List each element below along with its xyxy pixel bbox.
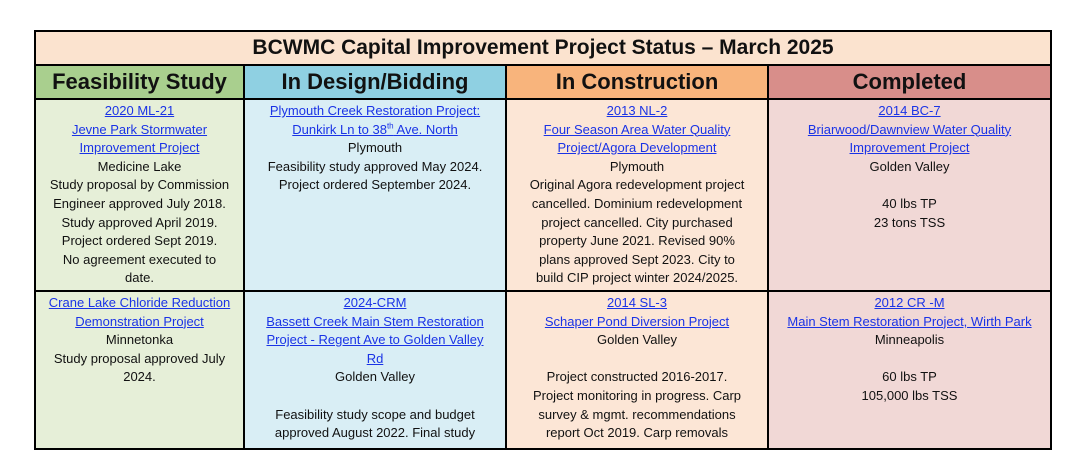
phosphorus-reduction: 60 lbs TP: [882, 369, 937, 385]
spacer: [245, 387, 505, 406]
status-text: survey & mgmt. recommendations: [538, 406, 736, 422]
sediment-reduction: 23 tons TSS: [873, 214, 946, 230]
project-city: Golden Valley: [335, 369, 415, 385]
spacer: [769, 176, 1050, 195]
completed-cell: [769, 292, 1050, 450]
project-city: Medicine Lake: [97, 158, 182, 174]
status-text: No agreement executed to: [62, 251, 217, 267]
project-link[interactable]: 2014 SL-3: [607, 295, 667, 310]
project-city: Plymouth: [609, 158, 665, 174]
completed-cell: [769, 100, 1050, 290]
status-text: build CIP project winter 2024/2025.: [535, 270, 739, 286]
status-text: Feasibility study approved May 2024.: [267, 158, 483, 174]
design-cell: [245, 100, 507, 290]
feasibility-cell: [36, 100, 245, 290]
link-text: Ave. North: [393, 121, 458, 137]
header-completed: Completed: [769, 66, 1050, 98]
status-text: Project ordered September 2024.: [278, 177, 472, 193]
column-headers: [36, 66, 1050, 100]
project-link[interactable]: Schaper Pond Diversion Project: [544, 313, 730, 329]
status-text: date.: [125, 270, 154, 286]
header-feasibility-study: Feasibility Study: [36, 66, 245, 98]
construction-cell: [507, 292, 769, 450]
project-link[interactable]: Improvement Project: [849, 140, 970, 156]
status-text: cancelled. Dominium redevelopment: [531, 195, 743, 211]
header-in-design-bidding: In Design/Bidding: [245, 66, 507, 98]
project-city: Golden Valley: [869, 158, 950, 174]
status-text: Original Agora redevelopment project: [529, 177, 745, 193]
project-link[interactable]: Main Stem Restoration Project, Wirth Park: [787, 313, 1032, 329]
project-link[interactable]: 2014 BC-7: [878, 103, 941, 118]
project-link[interactable]: 2013 NL-2: [606, 103, 668, 118]
header-in-construction: In Construction: [507, 66, 769, 98]
project-city: Minneapolis: [874, 332, 945, 348]
spacer: [507, 350, 767, 369]
table-title: BCWMC Capital Improvement Project Status – March 2025: [36, 32, 1050, 66]
status-text: Project monitoring in progress. Carp: [532, 387, 742, 403]
design-cell: [245, 292, 507, 450]
project-link[interactable]: Plymouth Creek Restoration Project:: [269, 103, 481, 118]
construction-cell: [507, 100, 769, 290]
status-text: approved August 2022. Final study: [274, 425, 476, 441]
cip-status-table: [34, 30, 1052, 450]
project-link[interactable]: Jevne Park Stormwater: [71, 121, 208, 137]
project-link[interactable]: Demonstration Project: [75, 313, 204, 329]
project-link[interactable]: [245, 121, 505, 140]
project-link[interactable]: Four Season Area Water Quality: [543, 121, 731, 137]
spacer: [769, 350, 1050, 369]
project-link[interactable]: 2020 ML-21: [104, 103, 175, 118]
project-link[interactable]: Project - Regent Ave to Golden Valley: [266, 332, 484, 348]
status-text: Feasibility study scope and budget: [275, 406, 475, 422]
project-link[interactable]: 2012 CR -M: [874, 295, 945, 310]
project-city: Plymouth: [347, 140, 403, 156]
feasibility-cell: [36, 292, 245, 450]
project-link[interactable]: Briarwood/Dawnview Water Quality: [807, 121, 1012, 137]
project-link[interactable]: Improvement Project: [79, 140, 200, 156]
status-text: report Oct 2019. Carp removals: [545, 425, 729, 441]
project-city: Golden Valley: [597, 332, 677, 348]
project-link[interactable]: 2024-CRM: [343, 295, 407, 310]
superscript: th: [386, 121, 394, 131]
status-text: 2024.: [123, 369, 156, 385]
status-text: Study approved April 2019.: [61, 214, 218, 230]
status-text: Study proposal approved July: [53, 350, 226, 366]
table-row: [36, 292, 1050, 450]
project-link[interactable]: Rd: [366, 350, 384, 366]
status-text: Project ordered Sept 2019.: [61, 233, 218, 249]
phosphorus-reduction: 40 lbs TP: [882, 195, 937, 211]
link-text: Dunkirk Ln to 38: [292, 121, 387, 137]
project-link[interactable]: Project/Agora Development: [557, 140, 717, 156]
status-text: property June 2021. Revised 90%: [539, 233, 735, 249]
project-link[interactable]: Crane Lake Chloride Reduction: [48, 295, 231, 310]
status-text: Engineer approved July 2018.: [53, 195, 226, 211]
status-text: plans approved Sept 2023. City to: [539, 251, 735, 267]
sediment-reduction: 105,000 lbs TSS: [861, 387, 958, 403]
status-text: project cancelled. City purchased: [541, 214, 733, 230]
project-link[interactable]: Bassett Creek Main Stem Restoration: [266, 313, 484, 329]
status-text: Study proposal by Commission: [49, 177, 230, 193]
table-row: [36, 100, 1050, 292]
status-text: Project constructed 2016-2017.: [546, 369, 728, 385]
project-city: Minnetonka: [105, 332, 174, 348]
